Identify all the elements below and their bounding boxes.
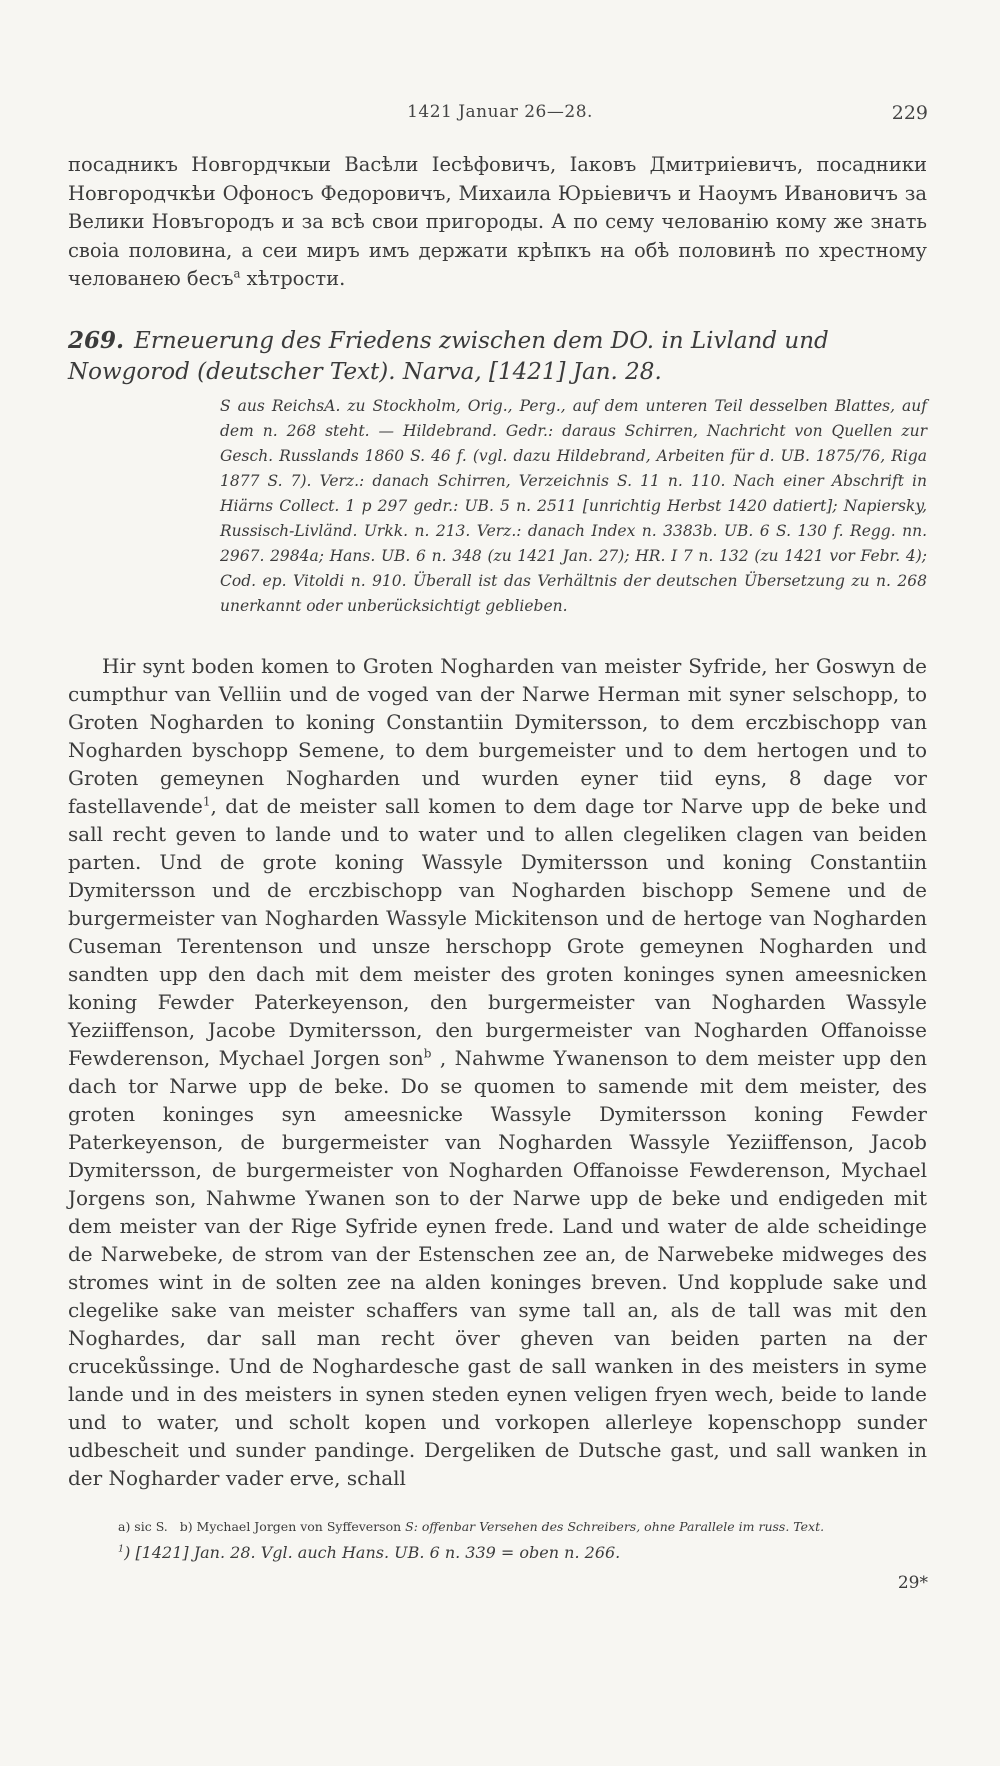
footnote-a: a) sic S.: [118, 1519, 168, 1534]
russian-text-tail: хѣтрости.: [240, 267, 346, 290]
footnote-marker-b: b: [423, 1046, 432, 1061]
source-note: S aus ReichsA. zu Stockholm, Orig., Perg., auf dem unteren Teil desselben Blattes, auf dem n. 268 steht. — Hildebrand. Gedr.: daraus Schirren, Nachricht von Quellen zur Gesch. Russlands 1860 S. 46 f. (vgl. dazu Hildebrand, Arbeiten für d. UB. 1875/76, Riga 1877 S. 7). Verz.: danach Schirren, Verzeichnis S. 11 n. 110. Nach einer Abschrift in Hiärns Collect. 1 p 297 gedr.: UB. 5 n. 2511 [unrichtig Herbst 1420 datiert]; Napiersky, Russisch-Livländ. Urkk. n. 213. Verz.: danach Index n. 3383b. UB. 6 S. 130 f. Regg. nn. 2967. 2984a; Hans. UB. 6 n. 348 (zu 1421 Jan. 27); HR. I 7 n. 132 (zu 1421 vor Febr. 4); Cod. ep. Vitoldi n. 910. Überall ist das Verhältnis der deutschen Übersetzung zu n. 268 unerkannt oder unberücksichtigt geblieben.: [220, 397, 927, 615]
footnote-b-label: b) Mychael Jorgen von Syffeverson: [179, 1519, 402, 1534]
document-title: Erneuerung des Friedens zwischen dem DO. in Livland und Nowgorod (deutscher Text). Narva, [1421] Jan. 28.: [68, 328, 829, 385]
signature-mark: 29*: [897, 1573, 928, 1593]
footnote-ab: [118, 1519, 928, 1535]
footnote-marker-a: a: [233, 266, 241, 281]
footnote-1: [118, 1542, 928, 1564]
footnote-1-marker: 1: [118, 1543, 125, 1555]
page-number: 229: [891, 102, 928, 124]
main-text-block: [68, 652, 927, 1492]
main-text-part-1: Hir synt boden komen to Groten Nogharden van meister Syfride, her Goswyn de cumpthur van Velliin und de voged van der Narwe Herman mit syner selschopp, to Groten Nogharden to koning Constantiin Dymitersson, to dem erczbischopp van Nogharden byschopp Semene, to dem burgemeister und to dem hertogen und to Groten gemeynen Nogharden und wurden eyner tiid eyns, 8 dage vor fastellavende: [68, 654, 927, 818]
russian-text-block: [68, 151, 927, 294]
footnote-b-note: S: offenbar Versehen des Schreibers, ohne Parallele im russ. Text.: [401, 1519, 825, 1534]
russian-text: посадникъ Новгордчкыи Васѣли Іесѣфовичъ, Іаковъ Дмитриіевичъ, посадники Новгородчкѣи Офоносъ Федоровичъ, Михаила Юрьіевичъ и Наоумъ Ивановичъ за Велики Новъгородъ и за всѣ свои пригороды. А по сему челованію кому же знать своіа половина, а сеи миръ имъ держати крѣпкъ на обѣ половинѣ по хрестному челованею бесъ: [68, 153, 927, 290]
footnote-1-text: ) [1421] Jan. 28. Vgl. auch Hans. UB. 6 n. 339 = oben n. 266.: [124, 1543, 621, 1562]
footnote-marker-1: 1: [202, 794, 211, 809]
document-title-block: [68, 325, 927, 388]
running-head: 1421 Januar 26—28.: [407, 102, 593, 122]
main-text-part-2: , dat de meister sall komen to dem dage tor Narve upp de beke und sall recht geven to lande und to water und to allen clegeliken clagen van beiden parten. Und de grote koning Wassyle Dymitersson und koning Constantiin Dymitersson und de erczbischopp van Nogharden bischopp Semene und de burgermeister van Nogharden Wassyle Mickitenson und de hertoge van Nogharden Cuseman Terentenson und unsze herschopp Grote gemeynen Nogharden und sandten upp den dach mit dem meister des groten koninges synen ameesnicken koning Fewder Paterkeyenson, den burgermeister van Nogharden Wassyle Yeziiffenson, Jacobe Dymitersson, den burgermeister van Nogharden Offanoisse Fewderenson, Mychael Jorgen son: [68, 794, 927, 1070]
document-number: 269.: [68, 327, 125, 354]
page-header: [0, 102, 1000, 130]
main-text-part-3: , Nahwme Ywanenson to dem meister upp den dach tor Narwe upp de beke. Do se quomen to samende mit dem meister, des groten koninges syn ameesnicke Wassyle Dymitersson koning Fewder Paterkeyenson, de burgermeister van Nogharden Wassyle Yeziiffenson, Jacob Dymitersson, de burgermeister von Nogharden Offanoisse Fewderenson, Mychael Jorgens son, Nahwme Ywanen son to der Narwe upp de beke und endigeden mit dem meister van der Rige Syfride eynen frede. Land und water de alde scheidinge de Narwebeke, de strom van der Estenschen zee an, de Narwebeke midweges des stromes wint in de solten zee na alden koninges breven. Und kopplude sake und clegelike sake van meister schaffers van syme tall an, als de tall was mit den Noghardes, dar sall man recht över gheven van beiden parten na der crucekůssinge. Und de Noghardesche gast de sall wanken in des meisters in syme lande und in des meisters in synen steden eynen veligen fryen wech, beide to lande und to water, und scholt kopen und vorkopen allerleye kopenschopp sunder udbescheit und sunder pandinge. Dergeliken de Dutsche gast, und sall wanken in der Nogharder vader erve, schall: [68, 1046, 928, 1490]
